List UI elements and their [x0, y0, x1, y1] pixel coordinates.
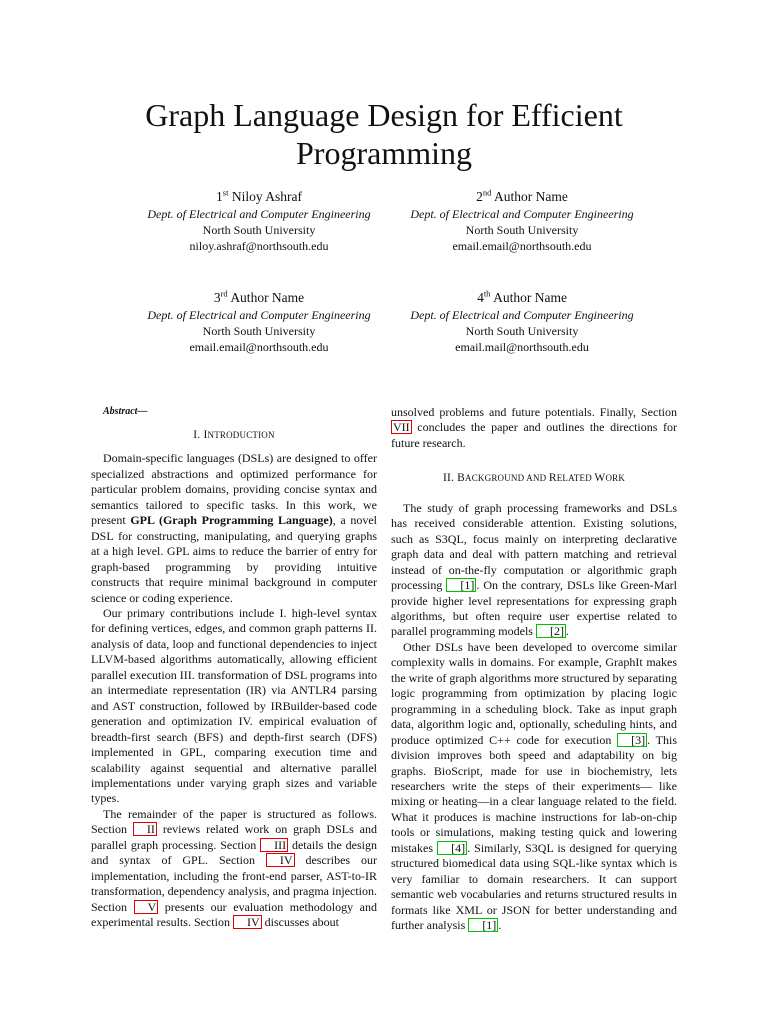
section-link[interactable]: IV: [233, 915, 262, 929]
intro-paragraph-2: Our primary contributions include I. high-level syntax for defining vertices, edges, and common graph patterns II. analysis of data, loop and functional dependencies to inject LLVM-based algorithms automatically, allowing efficient parallel execution III. transformation of DSL programs into an intermediate representation (IR) via ANTLR4 parsing and AST construction, followed by IRBuilder-based code generation and optimization IV. empirical evaluation of breadth-first search (BFS) and depth-first search (DFS) implemented in GPL, comparing execution time and scalability against sequential and alternative parallel implementations under varying graph sizes and variable types.: [91, 605, 377, 806]
paragraph-text: presents our evaluation methodology and experimental results. Section: [91, 899, 377, 930]
section-link[interactable]: IV: [266, 853, 295, 867]
citation-link[interactable]: [2]: [536, 624, 566, 638]
paragraph-text: . Similarly, S3QL is designed for querying structured biomedical data using SQL-like syntax which is very familiar to domain researchers. It can support semantic web vocabularies and returns structured results in formats like XML or JSON for better understanding and further analysis: [391, 840, 677, 933]
author-email: email.email@northsouth.edu: [189, 340, 329, 355]
author-block-3: [109, 289, 409, 356]
author-block-1: [109, 188, 409, 255]
author-university: North South University: [202, 223, 316, 238]
author-name-text: Author Name: [494, 189, 568, 204]
title-line-1: Graph Language Design for Efficient: [145, 97, 623, 133]
section-link[interactable]: II: [133, 822, 157, 836]
paragraph-text: discusses about: [261, 915, 339, 930]
paragraph-text: details the design and syntax of GPL. Section: [91, 837, 377, 868]
section-title-initial: I: [203, 429, 208, 441]
section-link[interactable]: VII: [393, 420, 410, 435]
paragraph-bold-text: GPL (Graph Programming Language): [130, 513, 333, 528]
author-ordinal: 3: [213, 290, 221, 305]
paragraph-text: . This division improves both speed and adaptability on big graphs. BioScript, made for use in biochemistry, lets researchers write the steps of their experiments— like mixing or heating—in a clear language related to the field. What it produces is machine instructions for lab-on-chip tools or simulations, making testing quick and lowering mistakes: [391, 732, 677, 855]
author-ordinal-suffix: nd: [482, 187, 492, 198]
section-title-smallcaps: ORK: [605, 473, 626, 484]
citation-link[interactable]: [1]: [468, 918, 498, 932]
author-university: North South University: [202, 324, 316, 339]
intro-paragraph-1: [91, 451, 377, 606]
paragraph-text: . On the contrary, DSLs like Green-Marl provide higher level representations for expressing graph algorithms, but often require user expertise related to parallel programming models: [391, 578, 678, 639]
background-paragraph-2: [391, 640, 677, 934]
author-dept: Dept. of Electrical and Computer Engineering: [147, 308, 371, 322]
intro-paragraph-3: [91, 807, 377, 931]
author-ordinal: 2: [476, 189, 483, 204]
author-ordinal-suffix: th: [483, 288, 491, 299]
paragraph-text: , a novel DSL for constructing, manipulating, and querying graphs at a high level. GPL aims to reduce the barrier of entry for graph-based programming by providing intuitive constructs that require minimal background in computer science or coding experience.: [91, 513, 378, 605]
right-column: [391, 405, 677, 934]
author-name: [372, 188, 672, 205]
section-title-initial: W: [594, 472, 606, 485]
author-email: email.email@northsouth.edu: [452, 239, 592, 254]
author-ordinal-suffix: rd: [220, 288, 228, 299]
author-ordinal: 1: [216, 189, 223, 204]
paragraph-text: The study of graph processing frameworks and DSLs has received considerable attention. Existing solutions, such as S3QL, focus mainly on interpreting declarative graph data and deal with pattern matching and retrieval instead of on-the-fly computation or algorithmic graph processing: [391, 500, 677, 593]
paper-title: [0, 96, 768, 172]
abstract-label: Abstract—: [103, 406, 148, 417]
citation-link[interactable]: [4]: [437, 841, 467, 855]
section-title-smallcaps: ELATED: [556, 473, 595, 484]
author-name: [372, 289, 672, 306]
paragraph-text: unsolved problems and future potentials. Finally, Section: [391, 405, 677, 419]
section-heading-introduction: [91, 428, 377, 443]
section-link[interactable]: V: [134, 900, 159, 914]
author-name: [109, 188, 409, 205]
author-dept: Dept. of Electrical and Computer Engineering: [410, 308, 634, 322]
section-title-smallcaps: NTRODUCTION: [207, 430, 275, 440]
paragraph-text: describes our implementation, including the front-end parser, AST-to-IR transformation, dependency analysis, and pragma injection. Section: [91, 853, 377, 914]
paragraph-text: .: [565, 624, 569, 639]
paragraph-text: Domain-specific languages (DSLs) are designed to offer specialized abstractions and optimized performance for particular problem domains, providing concise syntax and semantics tailored to specific tasks. In this work, we present: [91, 451, 377, 528]
paragraph-text: reviews related work on graph DSLs and parallel graph processing. Section: [91, 822, 377, 852]
section-title-initial: B: [457, 472, 466, 485]
author-email: niloy.ashraf@northsouth.edu: [189, 239, 329, 254]
author-block-4: [372, 289, 672, 356]
section-number: II.: [442, 472, 458, 485]
paragraph-text: .: [498, 918, 502, 933]
background-paragraph-1: [391, 501, 677, 640]
citation-link[interactable]: [1]: [446, 578, 476, 592]
citation-link[interactable]: [3]: [617, 733, 647, 747]
author-name-text: Author Name: [493, 290, 567, 305]
section-link[interactable]: III: [260, 838, 288, 852]
left-column: [91, 405, 377, 931]
section-title-initial: R: [548, 472, 557, 485]
title-line-2: Programming: [296, 135, 472, 171]
paragraph-text: Other DSLs have been developed to overcome similar complexity walls in domains. For example, GraphIt makes the write of graph algorithms more structured by separating logic programming from optimization by placing logic programming in a scheduling block. Take as input graph data, algorithm logic and, optionally, scheduling hints, and produce optimized C++ code for execution: [391, 639, 677, 747]
author-ordinal: 4: [477, 290, 484, 305]
intro-paragraph-3-continued: [391, 405, 677, 451]
author-ordinal-suffix: st: [222, 187, 229, 198]
author-email: email.mail@northsouth.edu: [455, 340, 589, 355]
author-block-2: [372, 188, 672, 255]
author-university: North South University: [465, 223, 579, 238]
paragraph-text: concludes the paper and outlines the directions for future research.: [391, 420, 677, 450]
author-name-text: Niloy Ashraf: [231, 189, 302, 204]
author-name-text: Author Name: [230, 290, 305, 305]
author-name: [109, 289, 409, 306]
paragraph-text: The remainder of the paper is structured as follows. Section: [91, 806, 377, 837]
author-dept: Dept. of Electrical and Computer Engineering: [147, 207, 371, 221]
author-university: North South University: [465, 324, 579, 339]
section-heading-background: [391, 471, 677, 486]
author-dept: Dept. of Electrical and Computer Engineering: [410, 207, 634, 221]
section-title-smallcaps: ACKGROUND AND: [465, 473, 549, 484]
section-number: I.: [193, 429, 204, 441]
